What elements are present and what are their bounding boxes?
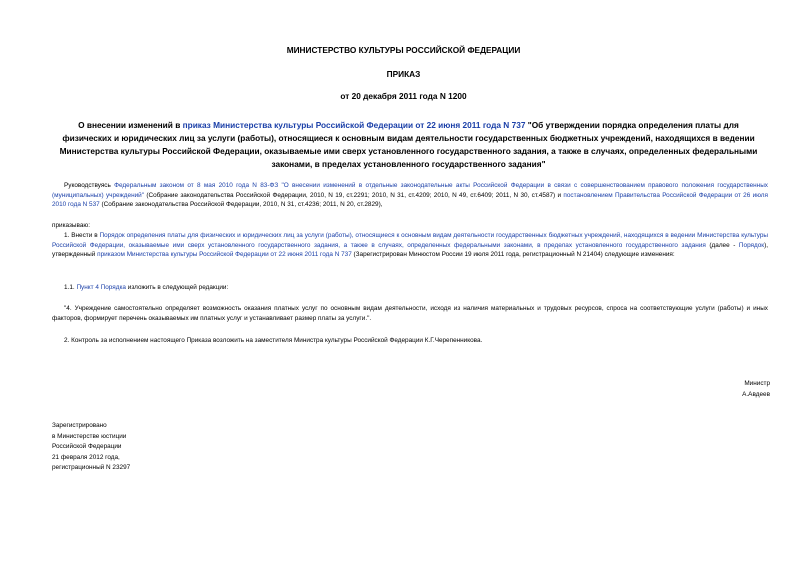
item-1-1-text-2: изложить в следующей редакции: <box>125 284 229 291</box>
registration-line-2: в Министерстве юстиции <box>52 432 127 440</box>
registration-line-4: 21 февраля 2012 года, <box>52 453 120 461</box>
registration-line-3: Российской Федерации <box>52 443 122 450</box>
procedure-short-link[interactable]: Порядок <box>738 241 765 249</box>
title-order-737-link[interactable]: приказ Министерства культуры Российской Федерации от 22 июня 2011 года N 737 <box>182 120 526 130</box>
signature-block <box>742 379 770 400</box>
title-text-part2: "Об утверждении порядка определения платы для физических и юридических лиц за услуги (работы), относящиеся к основным видам деятельности государственных бюджетных учреждений, находящихся в ведении Министерства культуры Российской Федерации, оказываемые ими сверх установленного государственного задания, а также в случаях, определенных федеральными законами, в пределах установленного государственного задания" <box>59 120 758 169</box>
preamble-paragraph <box>52 181 768 210</box>
registration-line-5: регистрационный N 23297 <box>52 464 131 471</box>
preamble-text-3: (Собрание законодательства Российской Федерации, 2010, N 31, ст.4236; 2011, N 20, ст.2829), <box>99 201 383 209</box>
document-type: ПРИКАЗ <box>386 69 421 79</box>
item-1-text-3: ), утвержденный <box>52 241 768 259</box>
order-737-link[interactable]: приказом Министерства культуры Российской Федерации от 22 июня 2011 года N 737 <box>97 251 352 259</box>
registration-line-1: Зарегистрировано <box>52 422 107 429</box>
preamble-text-2: (Собрание законодательства Российской Федерации, 2010, N 19, ст.2291; 2010, N 31, ст.4209; 2010, N 49, ст.6409; 2011, N 30, ст.4587) и <box>144 191 564 199</box>
item-2-paragraph: 2. Контроль за исполнением настоящего Приказа возложить на заместителя Министра культуры Российской Федерации К.Г.Черепенникова. <box>64 337 483 344</box>
preamble-text-1: Руководствуясь <box>64 182 115 189</box>
signature-position: Министр <box>744 380 770 387</box>
signature-name: А.Авдеев <box>742 390 770 398</box>
registration-block <box>52 421 130 474</box>
federal-law-83fz-link[interactable]: Федеральным законом от 8 мая 2010 года N 83-ФЗ "О внесении изменений в отдельные законодательные акты Российской Федерации в связи с совершенствованием правового положения государственных (муниципальных) учреждений" <box>52 182 768 199</box>
payment-procedure-link[interactable]: Порядок определения платы для физических и юридических лиц за услуги (работы), относящиеся к основным видам деятельности государственных бюджетных учреждений, находящихся в ведении Министерства культуры Российской Федерации, оказываемые ими сверх установленного государственного задания, а также в случаях, определенных федеральными законами, в пределах установленного государственного задания <box>52 232 768 249</box>
item-1-1-text-1: 1.1. <box>64 284 77 291</box>
prikazyvayu-text: приказываю: <box>52 222 90 229</box>
item-1-text-1: 1. Внести в <box>64 232 100 239</box>
document-title <box>55 119 762 171</box>
new-point-4-text: "4. Учреждение самостоятельно определяет возможность оказания платных услуг по основным видам деятельности, исходя из наличия материальных и трудовых ресурсов, спроса на соответствующие услуги (работы) и иных факторов, формирует перечень оказываемых им платных услуг и устанавливает размер платы за услуги.". <box>52 305 768 322</box>
point-4-link[interactable]: Пункт 4 Порядка <box>76 284 126 291</box>
item-1-1-paragraph <box>52 283 768 293</box>
document-date: от 20 декабря 2011 года N 1200 <box>340 91 467 101</box>
ministry-heading: МИНИСТЕРСТВО КУЛЬТУРЫ РОССИЙСКОЙ ФЕДЕРАЦИИ <box>286 45 521 55</box>
item-1-paragraph <box>52 231 768 260</box>
item-1-text-4: (Зарегистрирован Минюстом России 19 июля 2011 года, регистрационный N 21404) следующие изменения: <box>351 251 675 259</box>
item-1-text-2: (далее - <box>705 241 739 249</box>
government-decree-537-link[interactable]: постановлением Правительства Российской Федерации от 26 июля 2010 года N 537 <box>52 191 768 209</box>
title-text-part1: О внесении изменений в <box>78 120 183 130</box>
